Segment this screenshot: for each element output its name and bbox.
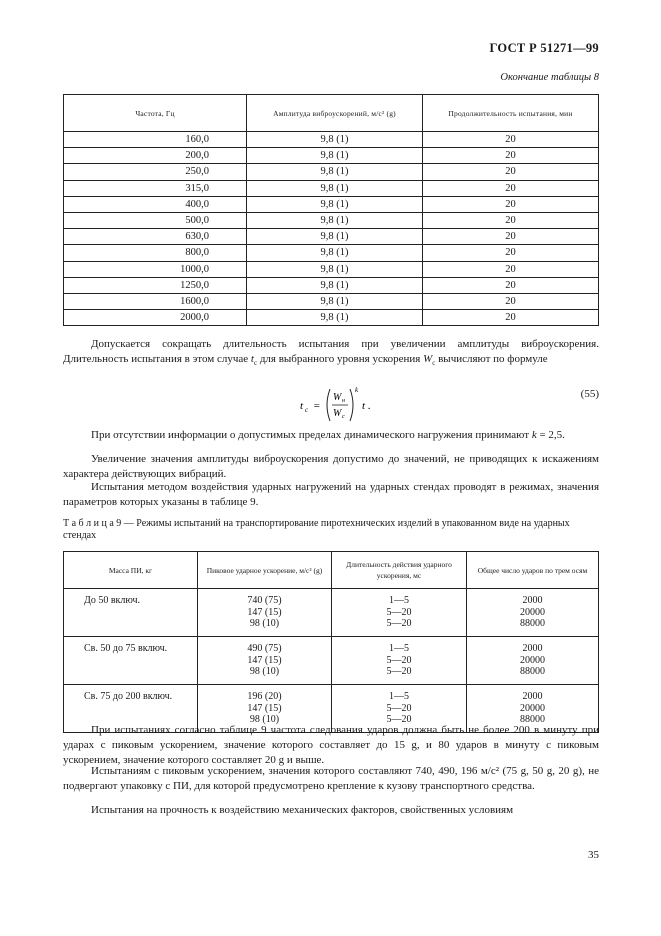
t8-cell-frequency: 1250,0 [64, 277, 247, 293]
t9-cell-count [467, 589, 599, 637]
svg-text:t: t [300, 400, 304, 412]
t8-cell-duration: 20 [423, 277, 599, 293]
t9-value-line: 2000 [522, 691, 543, 702]
t8-row [64, 229, 599, 245]
t8-row [64, 261, 599, 277]
t8-cell-amplitude: 9,8 (1) [247, 164, 423, 180]
t9-value-line: 88000 [520, 666, 545, 677]
paragraph-5: При испытаниях согласно таблице 9 частота следования ударов должна быть не более 200 в минуту при ударах с пиковым ускорением, значение которого составляет до 15 g, и 80 ударов в минуту с пиковым ускорением, значение которого составляет 20 g и выше. [63, 724, 599, 766]
t9-value-line: 740 (75) [247, 595, 282, 606]
t8-row [64, 212, 599, 228]
t8-cell-duration: 20 [423, 293, 599, 309]
t9-value-line: 98 (10) [249, 618, 280, 629]
t8-header-frequency: Частота, Гц [64, 95, 247, 132]
t8-row [64, 180, 599, 196]
t8-cell-duration: 20 [423, 196, 599, 212]
t8-cell-duration: 20 [423, 229, 599, 245]
t8-row [64, 196, 599, 212]
svg-text:t: t [362, 400, 366, 412]
t8-cell-frequency: 1600,0 [64, 293, 247, 309]
t8-cell-duration: 20 [423, 180, 599, 196]
t8-row [64, 245, 599, 261]
t9-header-accel: Пиковое ударное ускорение, м/с² (g) [198, 552, 332, 589]
t8-row [64, 293, 599, 309]
t9-cell-mass: До 50 включ. [64, 589, 198, 637]
t8-cell-amplitude: 9,8 (1) [247, 245, 423, 261]
t8-cell-amplitude: 9,8 (1) [247, 277, 423, 293]
t8-cell-amplitude: 9,8 (1) [247, 310, 423, 326]
t8-cell-duration: 20 [423, 164, 599, 180]
t8-row [64, 310, 599, 326]
svg-text:c: c [342, 414, 345, 420]
svg-text:k: k [355, 386, 359, 394]
t8-cell-frequency: 250,0 [64, 164, 247, 180]
t9-header-mass: Масса ПИ, кг [64, 552, 198, 589]
t9-value-line: 5—20 [386, 666, 412, 677]
formula-number: (55) [580, 388, 599, 400]
t8-cell-amplitude: 9,8 (1) [247, 293, 423, 309]
paragraph-6: Испытаниям с пиковым ускорением, значения которого составляют 740, 490, 196 м/с² (75 g, 50 g, 20 g), не подвергают упаковку с ПИ, для которой предусмотрено крепление к кузову транспортного средства. [63, 765, 599, 792]
t8-cell-amplitude: 9,8 (1) [247, 148, 423, 164]
t8-cell-amplitude: 9,8 (1) [247, 261, 423, 277]
t9-header-count: Общее число ударов по трем осям [467, 552, 599, 589]
t9-value-line: 20000 [520, 654, 545, 666]
svg-text:W: W [333, 392, 342, 403]
paragraph-4: Испытания методом воздействия ударных нагружений на ударных стендах проводят в режимах, значения параметров которых указаны в таблице 9. [63, 481, 599, 508]
t9-value-line: 5—20 [386, 606, 412, 618]
formula-svg [300, 384, 380, 426]
t8-header-amplitude: Амплитуда виброускорений, м/с² (g) [247, 95, 423, 132]
t8-row [64, 277, 599, 293]
t8-cell-duration: 20 [423, 212, 599, 228]
page-number: 35 [588, 849, 599, 861]
t9-header-duration: Длительность действия ударного ускорения, мс [332, 552, 467, 589]
t9-cell-accel [198, 637, 332, 685]
t8-cell-amplitude: 9,8 (1) [247, 229, 423, 245]
t8-cell-amplitude: 9,8 (1) [247, 212, 423, 228]
t9-cell-mass: Св. 50 до 75 включ. [64, 637, 198, 685]
t9-row [64, 637, 599, 685]
t8-row [64, 164, 599, 180]
t9-cell-dur [332, 589, 467, 637]
t8-cell-frequency: 500,0 [64, 212, 247, 228]
t8-cell-frequency: 200,0 [64, 148, 247, 164]
paragraph-3: Увеличение значения амплитуды виброускорения допустимо до значений, не приводящих к искажениям характера действующих вибраций. [63, 453, 599, 480]
t9-value-line: 1—5 [389, 691, 409, 702]
t9-value-line: 5—20 [386, 702, 412, 714]
t8-cell-frequency: 315,0 [64, 180, 247, 196]
t8-cell-frequency: 630,0 [64, 229, 247, 245]
t8-cell-duration: 20 [423, 148, 599, 164]
t8-cell-duration: 20 [423, 245, 599, 261]
t8-cell-frequency: 800,0 [64, 245, 247, 261]
t8-cell-frequency: 1000,0 [64, 261, 247, 277]
t9-row [64, 589, 599, 637]
svg-text:W: W [333, 408, 342, 419]
table-9 [63, 551, 599, 733]
t8-cell-duration: 20 [423, 132, 599, 148]
svg-text:=: = [313, 400, 321, 412]
table-8 [63, 94, 599, 326]
t9-value-line: 98 (10) [249, 666, 280, 677]
t9-cell-count [467, 637, 599, 685]
t8-cell-amplitude: 9,8 (1) [247, 180, 423, 196]
t9-value-line: 5—20 [386, 654, 412, 666]
t9-value-line: 5—20 [386, 618, 412, 629]
t9-cell-accel [198, 589, 332, 637]
paragraph-1: Допускается сокращать длительность испытания при увеличении амплитуды виброускорения. Длительность испытания в этом случае $t_c$ для выбранного уровня ускорения $W_c$ вычисляют по формуле [63, 338, 599, 368]
t9-cell-mass: Св. 75 до 200 включ. [64, 685, 198, 733]
t9-value-line: 2000 [522, 643, 543, 654]
t8-header-duration: Продолжительность испытания, мин [423, 95, 599, 132]
t9-value-line: 1—5 [389, 643, 409, 654]
t8-cell-duration: 20 [423, 310, 599, 326]
t9-value-line: 1—5 [389, 595, 409, 606]
t9-value-line: 147 (15) [247, 702, 282, 714]
t9-value-line: 88000 [520, 714, 545, 725]
t9-value-line: 98 (10) [249, 714, 280, 725]
t8-cell-frequency: 160,0 [64, 132, 247, 148]
svg-text:c: c [305, 406, 309, 414]
t9-value-line: 490 (75) [247, 643, 282, 654]
t8-row [64, 148, 599, 164]
svg-text:н: н [342, 398, 345, 404]
t8-row [64, 132, 599, 148]
table-9-caption: Т а б л и ц а 9 — Режимы испытаний на транспортирование пиротехнических изделий в упакованном виде на ударных стендах [63, 518, 570, 541]
t9-value-line: 5—20 [386, 714, 412, 725]
t8-cell-frequency: 400,0 [64, 196, 247, 212]
t8-cell-frequency: 2000,0 [64, 310, 247, 326]
formula-55 [300, 384, 380, 429]
paragraph-7: Испытания на прочность к воздействию механических факторов, свойственных условиям [91, 804, 514, 816]
t9-value-line: 196 (20) [247, 691, 282, 702]
table-continuation-label: Окончание таблицы 8 [500, 72, 599, 83]
t9-value-line: 20000 [520, 606, 545, 618]
t8-cell-duration: 20 [423, 261, 599, 277]
t8-cell-amplitude: 9,8 (1) [247, 132, 423, 148]
t8-cell-amplitude: 9,8 (1) [247, 196, 423, 212]
t9-value-line: 20000 [520, 702, 545, 714]
t9-value-line: 147 (15) [247, 606, 282, 618]
svg-text:.: . [368, 400, 371, 412]
paragraph-2: При отсутствии информации о допустимых пределах динамического нагружения принимают k = 2,5. [91, 429, 565, 441]
t9-cell-dur [332, 637, 467, 685]
t9-value-line: 147 (15) [247, 654, 282, 666]
t9-value-line: 2000 [522, 595, 543, 606]
t9-value-line: 88000 [520, 618, 545, 629]
document-header: ГОСТ Р 51271—99 [489, 41, 599, 55]
